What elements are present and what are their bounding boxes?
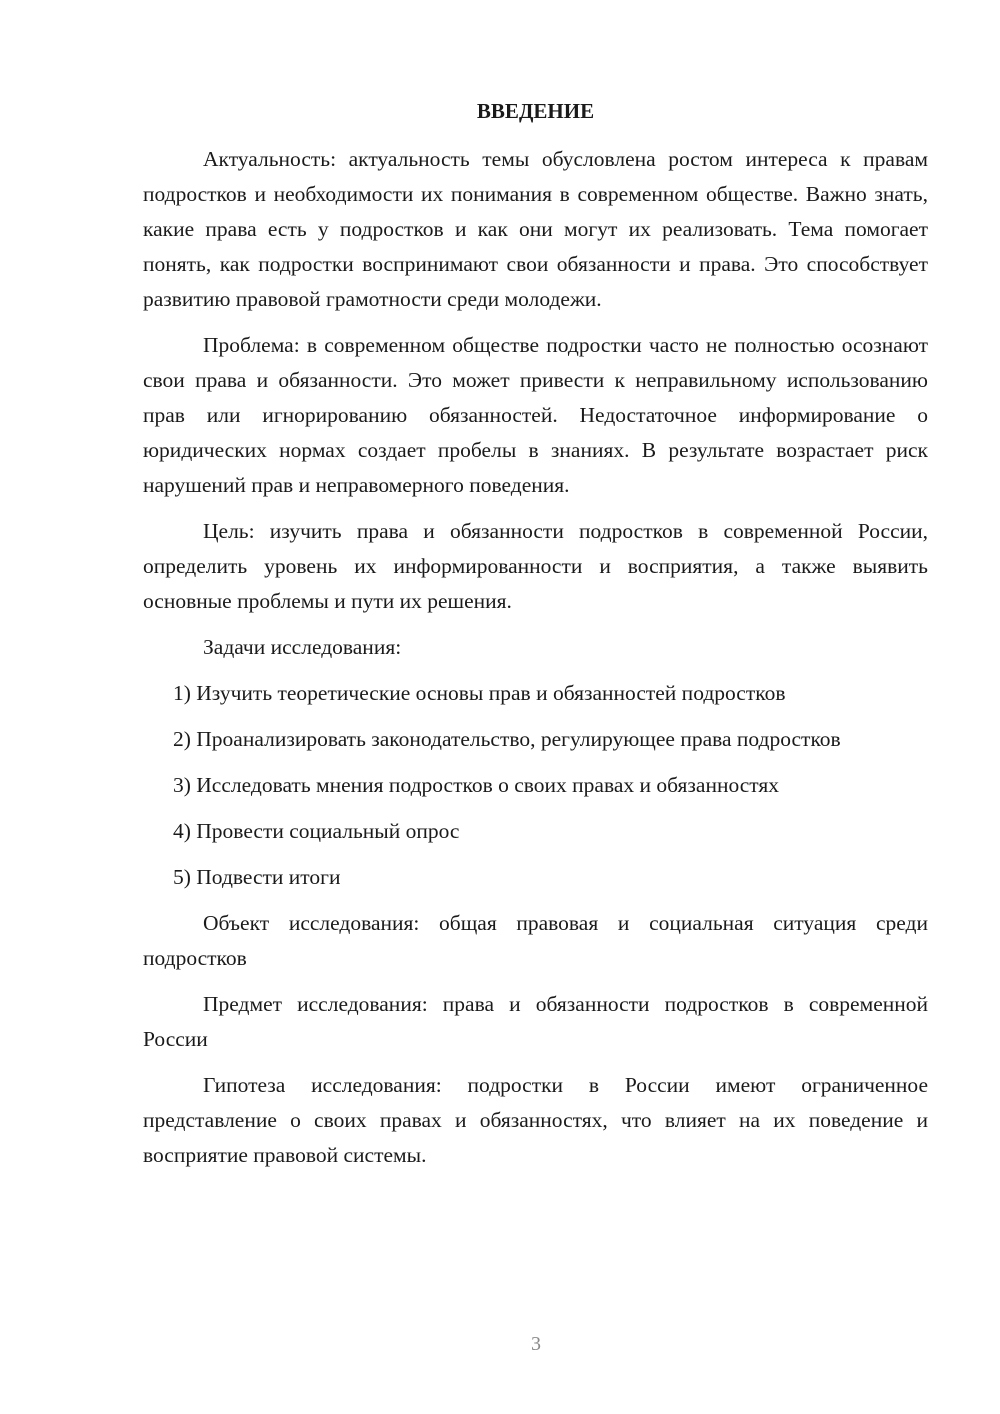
tasks-heading: Задачи исследования: (203, 635, 402, 659)
object-paragraph: Объект исследования: общая правовая и социальная ситуация среди подростков (143, 911, 928, 970)
problem-paragraph: Проблема: в современном обществе подростки часто не полностью осознают свои права и обязанности. Это может привести к неправильному использованию прав или игнорированию обязанностей. Недостаточное информирование о юридических нормах создает пробелы в знаниях. В результате возрастает риск нарушений прав и неправомерного поведения. (143, 333, 928, 497)
subject-paragraph: Предмет исследования: права и обязанности подростков в современной России (143, 992, 928, 1051)
goal-paragraph: Цель: изучить права и обязанности подростков в современной России, определить уровень их информированности и восприятия, а также выявить основные проблемы и пути их решения. (143, 519, 928, 613)
document-page (143, 96, 928, 1184)
page-title: ВВЕДЕНИЕ (476, 99, 595, 123)
hypothesis-paragraph: Гипотеза исследования: подростки в России имеют ограниченное представление о своих правах и обязанностях, что влияет на их поведение и восприятие правовой системы. (143, 1073, 928, 1167)
page-number: 3 (531, 1333, 541, 1355)
task-item-3: 3) Исследовать мнения подростков о своих правах и обязанностях (173, 773, 780, 797)
task-item-2: 2) Проанализировать законодательство, регулирующее права подростков (173, 727, 841, 751)
task-item-5: 5) Подвести итоги (173, 865, 341, 889)
task-item-4: 4) Провести социальный опрос (173, 819, 460, 843)
task-item-1: 1) Изучить теоретические основы прав и обязанностей подростков (173, 681, 786, 705)
relevance-paragraph: Актуальность: актуальность темы обусловлена ростом интереса к правам подростков и необходимости их понимания в современном обществе. Важно знать, какие права есть у подростков и как они могут их реализовать. Тема помогает понять, как подростки воспринимают свои обязанности и права. Это способствует развитию правовой грамотности среди молодежи. (143, 147, 928, 311)
